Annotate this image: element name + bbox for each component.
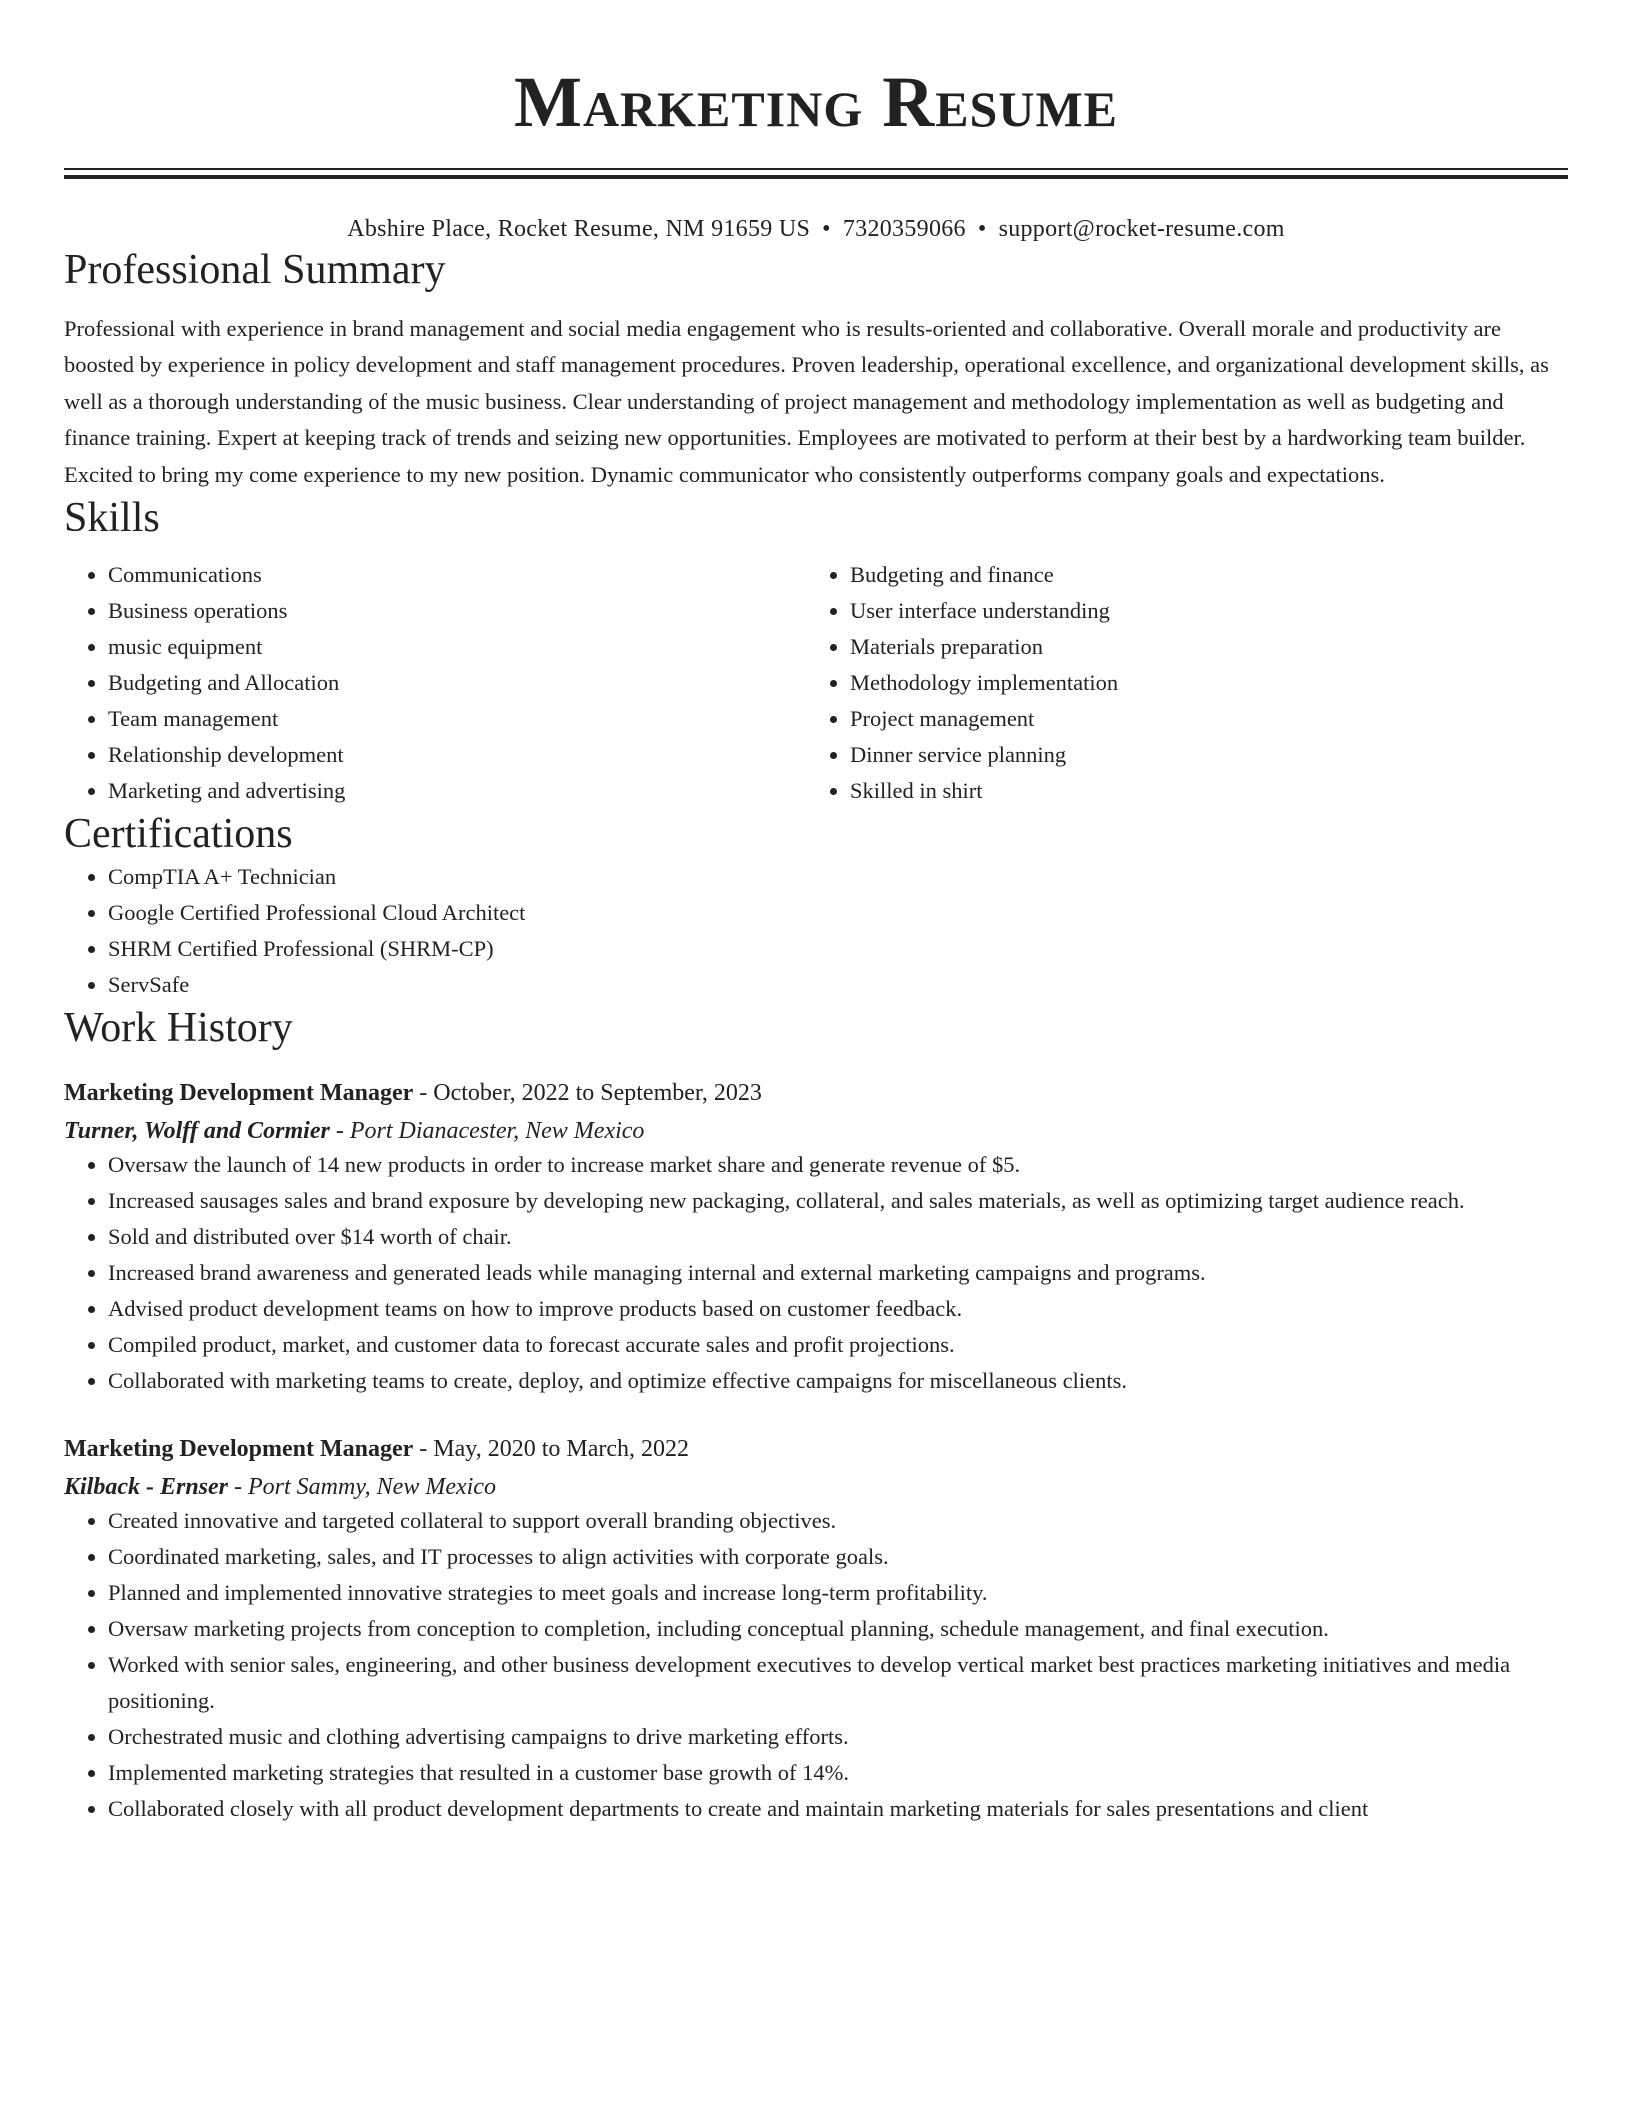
certification-item: • ServSafe xyxy=(108,967,1568,1003)
job-duty: • Created innovative and targeted collateral to support overall branding objectives. xyxy=(108,1503,1568,1539)
job-duty: • Increased brand awareness and generated leads while managing internal and external marketing campaigns and programs. xyxy=(108,1255,1568,1291)
skills-column-right xyxy=(806,557,1548,809)
job-company: Turner, Wolff and Cormier xyxy=(64,1118,330,1145)
skill-item: • music equipment xyxy=(108,629,806,665)
skill-item: • Materials preparation xyxy=(850,629,1548,665)
divider-thick-line xyxy=(64,175,1568,179)
job-location: - Port Dianacester, New Mexico xyxy=(329,1118,645,1145)
job-title-line xyxy=(64,1077,1568,1109)
job-duty: • Collaborated closely with all product development departments to create and maintain marketing materials for sales presentations and client xyxy=(108,1791,1568,1827)
contact-separator: • xyxy=(977,216,987,242)
job-duty: • Increased sausages sales and brand exposure by developing new packaging, collateral, and sales materials, as well as optimizing target audience reach. xyxy=(108,1183,1568,1219)
certification-item: • Google Certified Professional Cloud Architect xyxy=(108,895,1568,931)
job-entry xyxy=(64,1077,1568,1399)
title-divider xyxy=(64,168,1568,179)
job-role: Marketing Development Manager xyxy=(64,1436,414,1463)
skills-list-right xyxy=(806,557,1548,809)
contact-email: support@rocket-resume.com xyxy=(998,216,1285,242)
job-duty: • Planned and implemented innovative strategies to meet goals and increase long-term profitability. xyxy=(108,1575,1568,1611)
job-location: - Port Sammy, New Mexico xyxy=(228,1474,496,1501)
certification-item: • CompTIA A+ Technician xyxy=(108,859,1568,895)
skill-item: • Skilled in shirt xyxy=(850,773,1548,809)
skill-item: • Relationship development xyxy=(108,737,806,773)
skill-item: • Business operations xyxy=(108,593,806,629)
job-duty: • Sold and distributed over $14 worth of chair. xyxy=(108,1219,1568,1255)
skills-grid xyxy=(64,557,1568,809)
skills-heading: Skills xyxy=(64,495,160,542)
job-title-line xyxy=(64,1433,1568,1465)
job-duty: • Coordinated marketing, sales, and IT processes to align activities with corporate goals. xyxy=(108,1539,1568,1575)
skill-item: • Project management xyxy=(850,701,1548,737)
skills-column-left xyxy=(64,557,806,809)
skill-item: • Methodology implementation xyxy=(850,665,1548,701)
contact-separator: • xyxy=(822,216,831,242)
certifications-list xyxy=(64,859,1568,1003)
skill-item: • Communications xyxy=(108,557,806,593)
job-duty: • Oversaw marketing projects from conception to completion, including conceptual planning, schedule management, and final execution. xyxy=(108,1611,1568,1647)
job-dates: - October, 2022 to September, 2023 xyxy=(413,1080,762,1107)
skill-item: • Budgeting and finance xyxy=(850,557,1548,593)
job-duty: • Compiled product, market, and customer data to forecast accurate sales and profit projections. xyxy=(108,1327,1568,1363)
skill-item: • Dinner service planning xyxy=(850,737,1548,773)
contact-phone: 7320359066 xyxy=(842,216,966,242)
certifications-heading: Certifications xyxy=(64,811,293,858)
summary-heading: Professional Summary xyxy=(64,247,446,293)
work-history-heading: Work History xyxy=(64,1005,293,1052)
certification-item: • SHRM Certified Professional (SHRM-CP) xyxy=(108,931,1568,967)
job-duty: • Orchestrated music and clothing advertising campaigns to drive marketing efforts. xyxy=(108,1719,1568,1755)
job-company: Kilback - Ernser xyxy=(64,1474,229,1501)
skills-list-left xyxy=(64,557,806,809)
job-entry xyxy=(64,1433,1568,1827)
page-title: Marketing Resume xyxy=(513,62,1119,142)
job-company-line xyxy=(64,1471,1568,1503)
job-duty: • Oversaw the launch of 14 new products in order to increase market share and generate revenue of $5. xyxy=(108,1147,1568,1183)
skill-item: • Team management xyxy=(108,701,806,737)
job-duty: • Advised product development teams on how to improve products based on customer feedback. xyxy=(108,1291,1568,1327)
job-duty: • Implemented marketing strategies that resulted in a customer base growth of 14%. xyxy=(108,1755,1568,1791)
job-company-line xyxy=(64,1115,1568,1147)
job-duty: • Collaborated with marketing teams to create, deploy, and optimize effective campaigns for miscellaneous clients. xyxy=(108,1363,1568,1399)
job-dates: - May, 2020 to March, 2022 xyxy=(413,1436,689,1463)
summary-text: Professional with experience in brand management and social media engagement who is results-oriented and collaborative. Overall morale and productivity are boosted by experience in policy development and staff management procedures. Proven leadership, operational excellence, and organizational development skills, as well as a thorough understanding of the music business. Clear understanding of project management and methodology implementation as well as budgeting and finance training. Expert at keeping track of trends and seizing new opportunities. Employees are motivated to perform at their best by a hardworking team builder. Excited to bring my come experience to my new position. Dynamic communicator who consistently outperforms company goals and expectations. xyxy=(64,316,1549,487)
contact-address: Abshire Place, Rocket Resume, NM 91659 US xyxy=(347,216,811,242)
job-role: Marketing Development Manager xyxy=(64,1080,414,1107)
skill-item: • Budgeting and Allocation xyxy=(108,665,806,701)
skill-item: • Marketing and advertising xyxy=(108,773,806,809)
job-duties-list xyxy=(64,1147,1568,1399)
job-duty: • Worked with senior sales, engineering, and other business development executives to develop vertical market best practices marketing initiatives and media positioning. xyxy=(108,1647,1568,1719)
job-duties-list xyxy=(64,1503,1568,1827)
contact-line xyxy=(64,213,1568,245)
skill-item: • User interface understanding xyxy=(850,593,1548,629)
